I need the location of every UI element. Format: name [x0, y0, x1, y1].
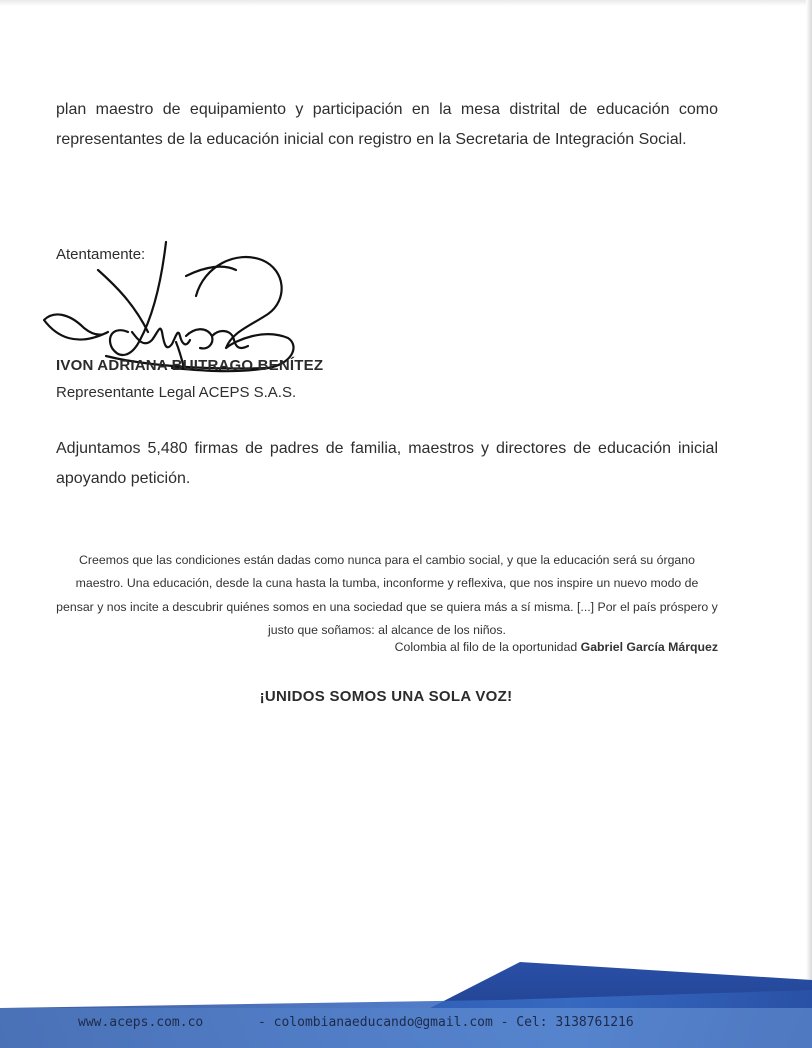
letter-paragraph-2: Adjuntamos 5,480 firmas de padres de familia, maestros y directores de educación inicial apoyando petición. [56, 440, 718, 487]
page-top-edge [0, 0, 812, 6]
quote-attribution [395, 640, 718, 654]
footer-band [0, 950, 812, 1048]
quote-author: Gabriel García Márquez [580, 640, 718, 654]
slogan: ¡UNIDOS SOMOS UNA SOLA VOZ! [259, 688, 513, 705]
quote-source: Colombia al filo de la oportunidad [394, 640, 578, 654]
signer-role: Representante Legal ACEPS S.A.S. [56, 384, 297, 401]
page-right-edge [806, 0, 812, 1048]
letter-paragraph-1: plan maestro de equipamiento y participación en la mesa distrital de educación como representantes de la educación inicial con registro en la Secretaria de Integración Social. [56, 101, 718, 148]
footer-website-link[interactable]: www.aceps.com.co [78, 1015, 204, 1030]
footer-contact[interactable]: - colombianaeducando@gmail.com - Cel: 3138761216 [258, 1015, 634, 1030]
closing-salutation: Atentamente: [56, 246, 146, 263]
quote-text: Creemos que las condiciones están dadas como nunca para el cambio social, y que la educación será su órgano maestro. Una educación, desde la cuna hasta la tumba, inconforme y reflexiva, que nos inspire un nuevo modo de pensar y nos incite a descubrir quiénes somos en una sociedad que se quiera más a sí misma. [...] Por el país próspero y justo que soñamos: al alcance de los niños. [56, 553, 718, 638]
signer-name: IVON ADRIANA BUITRAGO BENÍTEZ [56, 357, 324, 374]
